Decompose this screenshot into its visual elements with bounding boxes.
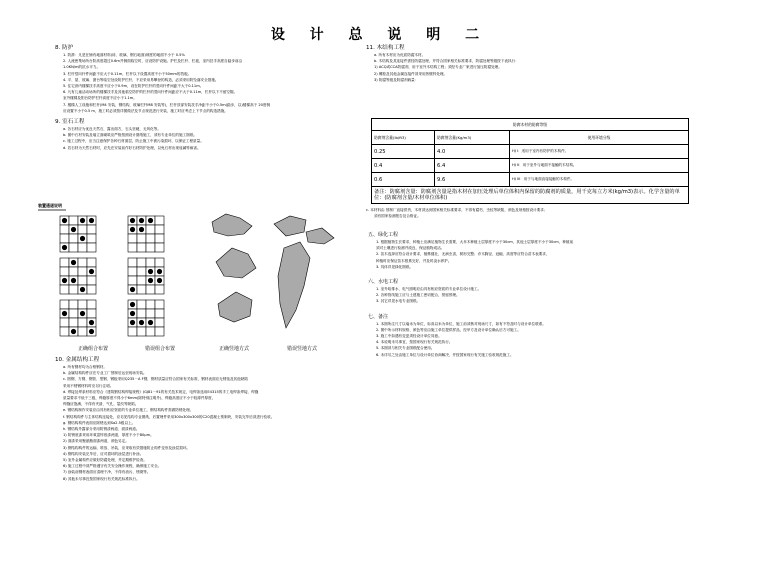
paving-dot	[157, 269, 162, 274]
table-cell: HJ II：用于室外与地面不接触的木结构。	[510, 159, 689, 173]
text-line: 1. 本图所注尺寸以毫米为单位，标高以米为单位，施工前须核对现场尺寸，如有不符及时与设计单位联系。	[376, 321, 546, 326]
text-line: a. 各石材应为优良天然石，露出面方，石头坚硬，无风化等。	[63, 127, 161, 132]
section-8-heading: 8. 防护	[55, 45, 74, 51]
text-line: c. 圆钢、方钢、钢管、型钢、钢板采用Q235－A F钢，钢材质量应符合国家有关标准，钢材表面应无锈蚀及其他缺陷	[63, 377, 248, 382]
table-cell: 0.25	[372, 145, 435, 159]
paving-cell	[87, 243, 96, 252]
text-line: 种植时应保证苗木根系完好，并及时浇水养护。	[376, 258, 452, 263]
paving-cell	[87, 276, 96, 285]
text-line: 3. 栏杆竖向杆件间距不应大于0.11m，栏杆以下设置高度不小于50mm的挡板。	[63, 71, 192, 76]
text-line: 2. 人流密集场所台阶高度超过0.6m并侧面临空时，应设防护设施。护栏及栏杆、栏板，室内扶手高度自踏步前沿	[63, 59, 243, 64]
text-line: 2. 各种管线施工应与土建施工密切配合，预留预埋。	[376, 293, 460, 298]
section-6-heading: 六、水电工程	[368, 279, 399, 286]
text-line: 5. 本图须与相关专业图纸配合使用。	[376, 346, 435, 351]
paving-cell	[155, 243, 164, 252]
paving-dot	[139, 320, 144, 325]
page-title: 设 计 总 说 明 二	[270, 27, 490, 43]
table-header: 防腐剂含量(lb/ft3)	[372, 131, 435, 145]
paving-cell	[78, 258, 87, 267]
stone-shape	[274, 216, 306, 236]
paving-dot	[71, 278, 76, 283]
paving-cell	[60, 318, 69, 327]
paving-cell	[78, 243, 87, 252]
text-line: 6) 施工过程中须严格遵守有关安全操作规程，确保施工安全。	[63, 464, 162, 469]
section-10-body	[55, 364, 360, 482]
stone-shape	[278, 242, 310, 328]
paving-cell	[87, 300, 96, 309]
paving-cell	[87, 225, 96, 234]
paving-cell	[60, 258, 69, 267]
paving-cell	[128, 243, 137, 252]
stone-shape	[216, 248, 256, 278]
caption-wrong-grid: 错误组合布置	[144, 346, 176, 352]
table-header: 使用环境分级	[510, 131, 689, 145]
paving-cell	[146, 285, 155, 294]
paving-cell	[128, 258, 137, 267]
text-line: 1.0KN/m的抗水平力。	[63, 65, 101, 70]
paving-dot	[62, 278, 67, 283]
paving-cell	[155, 327, 164, 336]
table-note: 备注：防腐剂含量：防腐剂含量是指木材在加压处理后单位体积内保留的防腐剂的质量，用千克每立方米(kg/m3)表示。化学含量的单位：(防腐剂含量/木材单位体积)	[372, 187, 689, 204]
text-line: e. 钢结构制作安装应由具有相应资质的专业单位施工，钢结构构件需做防锈处理。	[63, 408, 194, 413]
paving-cell	[128, 276, 137, 285]
text-line: 3) 防腐等级及防腐剂载量：	[374, 77, 419, 82]
paving-cell	[87, 285, 96, 294]
paving-grid	[60, 258, 96, 294]
section-7-body	[368, 321, 698, 358]
paving-cell	[155, 225, 164, 234]
paving-dot	[89, 269, 94, 274]
paving-dot	[89, 218, 94, 223]
section-5-body	[368, 239, 698, 270]
section-9-heading: 9. 室石工程	[55, 119, 85, 126]
paving-grid	[60, 300, 96, 336]
section-11-body	[366, 52, 696, 83]
text-line: c. 施工过程中，应当注意保护各种石材面层，防止施工中被污染损坏，以保证工程质量。	[63, 139, 204, 144]
stone-shape	[306, 228, 334, 244]
text-line: 3. 施工中如遇有变更须经设计单位同意。	[376, 334, 442, 339]
paving-cell	[60, 285, 69, 294]
text-line: 6. 未详尽之处由施工单位与设计单位协商解决，并按国家现行有关施工验收规范施工。	[376, 352, 514, 357]
text-line: 3) 钢结构构件的运输、堆放、吊装，应采取有效措施防止构件变形及涂层损坏。	[63, 445, 191, 450]
paving-grid	[128, 216, 164, 252]
text-line: 4. 本说明未尽事宜，按国家现行有关规范执行。	[376, 340, 453, 345]
paving-grid	[128, 300, 164, 336]
paving-dot	[71, 329, 76, 334]
paving-dot	[80, 218, 85, 223]
paving-cell	[87, 258, 96, 267]
paving-cell	[69, 267, 78, 276]
paving-cell	[137, 258, 146, 267]
paving-cell	[60, 225, 69, 234]
stone-shape	[218, 292, 252, 322]
stone-wrong-group	[274, 216, 334, 328]
paving-cell	[137, 309, 146, 318]
text-line: c. 本材料由 预制厂直接供货，木材须达到国家相关标准要求，不得有腐朽、虫蛀等缺陷，颜色及规格按设计要求；	[366, 208, 548, 212]
stone-shape	[212, 214, 252, 236]
paving-cell	[60, 300, 69, 309]
table-cell: 6.4	[435, 159, 510, 173]
table-title: 防腐木材的防腐等级	[372, 119, 689, 131]
paving-cell	[78, 276, 87, 285]
table-cell: 4.0	[435, 145, 510, 159]
paving-diagram	[38, 208, 348, 358]
paving-cell	[87, 309, 96, 318]
text-line: 1. 室外给排水、电气照明应由具有相应资质的专业单位设计施工。	[376, 287, 482, 292]
paving-cell	[137, 327, 146, 336]
paving-cell	[128, 267, 137, 276]
paving-dot	[80, 287, 85, 292]
paving-cell	[69, 309, 78, 318]
text-line: g. 钢结构构件表面应除锈达到Sa2.5级以上。	[63, 420, 136, 425]
table-cell: 9.6	[435, 173, 510, 187]
paving-dot	[130, 302, 135, 307]
paving-cell	[155, 318, 164, 327]
text-line: 6. 凡有儿童活动场所的楼梯扶手及其他临空防护的栏杆的竖向杆件间距应不大于0.11m，栏杆以下不留空隙。	[63, 90, 238, 95]
paving-dot	[130, 320, 135, 325]
paving-cell	[137, 234, 146, 243]
text-line: b. 木结构及其连接件需经防腐处理，并符合国家相关标准要求，防腐处理等级按下表执行：	[374, 59, 519, 64]
paving-cell	[146, 327, 155, 336]
section-11-heading: 11. 木结构工程	[366, 45, 405, 51]
caption-correct-grid: 正确组合布置	[77, 346, 109, 352]
left-column	[55, 44, 355, 151]
right-column-c-note	[366, 207, 696, 219]
paving-cell	[87, 234, 96, 243]
paving-cell	[78, 327, 87, 336]
paving-cell	[155, 300, 164, 309]
text-line: h. 钢结构外露部分采用防锈漆两道、面漆两道。	[63, 427, 140, 432]
paving-dot	[148, 278, 153, 283]
paving-cell	[137, 300, 146, 309]
paving-grid	[128, 258, 164, 294]
text-line: 焊缝应饱满，不得有夹渣、气孔、裂纹等缺陷。	[63, 402, 139, 407]
text-line: 室外楼梯及阳台防护栏杆高度不应小于1.1m。	[63, 96, 137, 101]
paving-cell	[146, 258, 155, 267]
paving-cell	[69, 216, 78, 225]
stone-correct-group	[212, 214, 256, 322]
paving-cell	[146, 300, 155, 309]
paving-dot	[139, 218, 144, 223]
paving-cell	[60, 234, 69, 243]
text-line: 5) 室外金属构件应做好防腐处理，并定期维护检查。	[63, 458, 147, 463]
paving-dot	[130, 311, 135, 316]
section-5-heading: 五、绿化工程	[368, 232, 399, 238]
text-line: 2. 苗木选择应符合设计要求，植株健壮，无病虫害，树形完整；乔木胸径、冠幅、高度等应符合苗木表要求，	[376, 252, 550, 257]
caption-wrong-stone: 错误竖地方式	[286, 346, 318, 352]
table-row	[372, 145, 689, 159]
paving-dot	[80, 236, 85, 241]
paving-cell	[69, 234, 78, 243]
text-line: 质量要求不低于三级，焊缝厚度不得小于6mm(除特别注明外)，焊缝高度应不小于较薄件厚度，	[63, 396, 216, 401]
paving-cell	[137, 267, 146, 276]
paving-cell	[60, 267, 69, 276]
paving-cell	[78, 225, 87, 234]
preservative-table	[371, 118, 689, 204]
paving-dot	[89, 329, 94, 334]
paving-dot	[71, 227, 76, 232]
paving-dot	[148, 269, 153, 274]
table-row	[372, 173, 689, 187]
text-line: 2) 螺栓及其他金属连接件须采用热镀锌处理。	[374, 71, 448, 76]
text-line: 1. 防滑：凡是在铺有地面材料(砖、玻璃、钢石地面)坡度的地面不小于 0.5%	[63, 53, 185, 57]
section-8-body	[55, 52, 355, 114]
text-line: 3. 其它详见水电专业图纸。	[376, 299, 421, 304]
paving-dot	[62, 245, 67, 250]
text-line: 4. 平、屋、玻璃、窗台等临空处设防护栏杆，不应采用易攀登的构造，必须采用防坠落安全措施。	[63, 77, 219, 82]
paving-cell	[78, 267, 87, 276]
paving-cell	[78, 300, 87, 309]
text-line: b. 图中石材安装及墙立面砌筑应严格按照设计图纸施工，须有专业单位的施工图纸。	[63, 133, 197, 138]
paving-cell	[146, 234, 155, 243]
left-column-lower	[55, 356, 360, 482]
paving-dot	[71, 260, 76, 265]
table-cell: HJ III：用于与地面直接接触的木构件。	[510, 173, 689, 187]
paving-cell	[155, 258, 164, 267]
right-column	[366, 44, 696, 83]
text-line: 1) ACQ或CCA防腐剂，用于室外木结构工程；须经专业厂家进行加压防腐处理。	[374, 65, 502, 70]
paving-cell	[155, 216, 164, 225]
paving-cell	[69, 300, 78, 309]
paving-dot	[148, 320, 153, 325]
text-line: d. 若石材为天然石材时，应先在安装前作好石材防护处理，以免石材出现返碱等病害。	[63, 145, 201, 150]
text-line: 应设置不小于0.5 m，施工时必须按详图做法及节点规范进行安装，施工时应考虑上下节点的构造措施。	[63, 108, 228, 113]
text-line: 7) 涂装前钢材表面应清理干净，不得有油污、锈斑等。	[63, 470, 151, 475]
paving-dot	[62, 311, 67, 316]
text-line: a. 所有钢材均为合格钢材。	[63, 365, 108, 369]
paving-dot	[130, 218, 135, 223]
right-column-lower	[368, 231, 698, 358]
text-line: f. 钢结构构件与主体结构连接处，应另见结构专业图纸，后置埋件采用300x300x300的C20混凝土预制块，安装完毕后须进行验收。	[63, 414, 275, 419]
text-line: b. 金属结构构件应在专业工厂预制后运至现场安装。	[63, 371, 147, 376]
paving-cell	[69, 285, 78, 294]
text-line: 1) 防锈底漆采用环氧富锌底漆两道，厚度不小于80μm。	[63, 433, 154, 438]
table-cell: 0.6	[372, 173, 435, 187]
paving-dot	[148, 218, 153, 223]
paving-dot	[89, 320, 94, 325]
section-7-heading: 七、备注	[368, 313, 389, 320]
figure-label: 装置通道说明	[38, 203, 62, 208]
text-line: d. 焊接及焊条材料应符合《建筑钢结构焊接规程》JGJ81－91的有关技术规定，电焊条选用E4315的手工电焊条焊接，焊缝	[63, 389, 259, 394]
paving-cell	[155, 234, 164, 243]
paving-cell	[137, 285, 146, 294]
paving-cell	[128, 234, 137, 243]
text-line: 8) 其他未尽事宜按国家现行有关规范标准执行。	[63, 476, 140, 481]
text-line: 须有国家检测报告及合格证。	[374, 214, 421, 219]
text-line: 5. 住宅套内楼梯扶手高度不应小于0.9m，设在防护栏杆的竖向杆件间距不大于0.11m。	[63, 84, 204, 89]
text-line: 2. 图中所示材料规格、颜色等应由施工单位提供样品，经甲方及设计单位确认后方可施工。	[376, 327, 521, 332]
paving-cell	[128, 327, 137, 336]
text-line: 7. 楼梯人工设施和栏杆(M4 安装，钢结构，玻璃栏杆M8 安装等)，栏杆顶部安装扶手净距不小于0.5m(踏步，以)楼梯高于 20度倒	[63, 102, 271, 107]
table-cell: 0.4	[372, 159, 435, 173]
paving-grid	[60, 216, 96, 252]
paving-dot	[130, 227, 135, 232]
paving-cell	[60, 327, 69, 336]
paving-dot	[62, 218, 67, 223]
paving-dot	[139, 227, 144, 232]
text-line: 1. 根据植物生长要求，种植土应满足植物生长需要，大乔木种植土层厚度不小于30cm，其他土层厚度不小于30cm，种植前	[376, 240, 574, 244]
section-6-body	[368, 286, 698, 305]
paving-cell	[155, 285, 164, 294]
paving-dot	[157, 278, 162, 283]
paving-cell	[69, 243, 78, 252]
text-line: a. 所有木材应为优质防腐木材。	[374, 53, 426, 57]
section-10-heading: 10. 金属结构工程	[55, 357, 100, 363]
paving-cell	[78, 318, 87, 327]
paving-dot	[80, 311, 85, 316]
paving-dot	[130, 287, 135, 292]
paving-cell	[146, 243, 155, 252]
table-row	[372, 159, 689, 173]
text-line: 2) 面漆采用聚氨酯面漆两道，颜色另定。	[63, 439, 129, 444]
paving-cell	[155, 309, 164, 318]
table-header: 防腐剂含量(Kg/m3)	[435, 131, 510, 145]
text-line: 须对土壤进行检测并改良，保证植物成活。	[376, 246, 445, 251]
text-line: 4) 钢结构安装完毕后，应对损坏的涂层进行补涂。	[63, 451, 144, 456]
paving-cell	[146, 225, 155, 234]
paving-cell	[69, 318, 78, 327]
text-line: 3. 具体详见绿化图纸。	[376, 264, 413, 269]
paving-cell	[146, 309, 155, 318]
section-9-body	[55, 126, 355, 151]
caption-correct-stone: 正确竖地方式	[218, 346, 250, 352]
text-line: 采用不锈钢材料时应另行注明。	[63, 383, 114, 388]
paving-cell	[137, 243, 146, 252]
paving-cell	[137, 276, 146, 285]
table-cell: HJ I：适用于室内有防护的木构件。	[510, 145, 689, 159]
